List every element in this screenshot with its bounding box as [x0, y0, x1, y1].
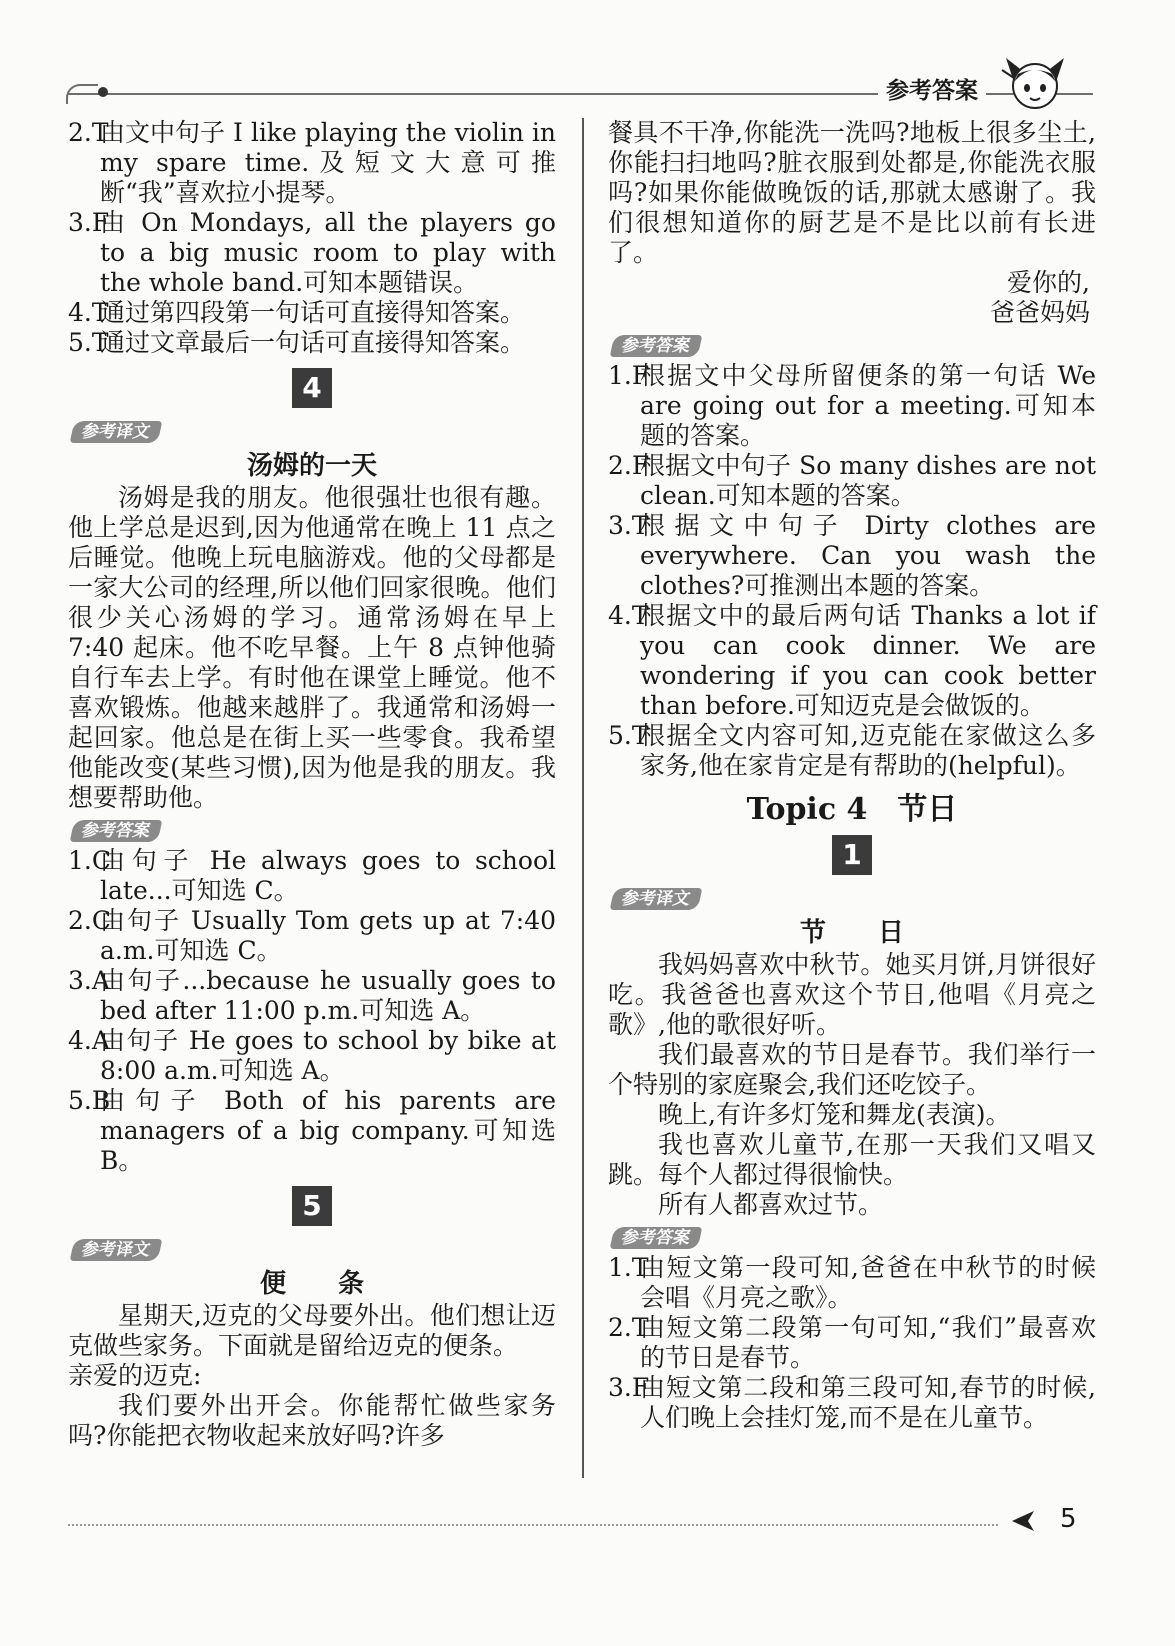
section-number-4: 4 [292, 368, 332, 408]
passage-paragraph: 所有人都喜欢过节。 [658, 1190, 884, 1219]
column-divider [582, 118, 584, 1478]
section-number-1: 1 [832, 835, 872, 875]
passage-paragraph: 我们最喜欢的节日是春节。我们举行一个特别的家庭聚会,我们还吃饺子。 [608, 1040, 1096, 1099]
answer-badge: 参考答案 [610, 335, 703, 357]
passage-title: 便 条 [259, 1269, 364, 1299]
answer-item: 3.T 根据文中句子 Dirty clothes are everywhere. Can you wash the clothes?可推测出本题的答案。 [608, 511, 1096, 600]
answer-item: 3.F 由 On Mondays, all the players go to a big music room to play with the whole band.可知本题错误。 [68, 208, 556, 297]
mascot-icon [1000, 52, 1070, 114]
passage-title: 节 日 [799, 918, 904, 948]
answer-item: 1.F 根据文中父母所留便条的第一句话 We are going out for a meeting.可知本题的答案。 [608, 361, 1096, 450]
answer-item: 2.F 根据文中句子 So many dishes are not clean.可知本题的答案。 [608, 451, 1096, 510]
answer-item: 5.T 根据全文内容可知,迈克能在家做这么多家务,他在家肯定是有帮助的(helpful)。 [608, 721, 1096, 780]
header-dot [98, 87, 108, 97]
section-number-5: 5 [292, 1186, 332, 1226]
passage-paragraph: 我妈妈喜欢中秋节。她买月饼,月饼很好吃。我爸爸也喜欢这个节日,他唱《月亮之歌》,他的歌很好听。 [608, 950, 1096, 1039]
note-salutation: 亲爱的迈克: [68, 1361, 202, 1390]
note-body-continued: 餐具不干净,你能洗一洗吗?地板上很多尘土,你能扫扫地吗?脏衣服到处都是,你能洗衣服吗?如果你能做晚饭的话,那就太感谢了。我们很想知道你的厨艺是不是比以前有长进了。 [608, 118, 1096, 267]
answer-badge: 参考答案 [610, 1227, 703, 1249]
arrow-left-icon [1010, 1509, 1036, 1533]
answer-item: 2.C 由句子 Usually Tom gets up at 7:40 a.m.可知选 C。 [68, 906, 556, 965]
topic-heading: Topic 4 节日 [746, 792, 958, 827]
left-column [68, 118, 556, 1451]
answer-list [68, 846, 556, 1176]
footer-rule [68, 1524, 998, 1526]
answer-item: 5.B 由句子 Both of his parents are managers of a big company.可知选 B。 [68, 1086, 556, 1175]
passage-title: 汤姆的一天 [246, 451, 377, 481]
right-column [608, 118, 1096, 1433]
translation-badge: 参考译文 [610, 888, 703, 910]
passage-paragraph: 我也喜欢儿童节,在那一天我们又唱又跳。每个人都过得很愉快。 [608, 1130, 1096, 1189]
answer-item: 3.F 由短文第二段和第三段可知,春节的时候,人们晚上会挂灯笼,而不是在儿童节。 [608, 1373, 1096, 1432]
answer-item: 4.T 通过第四段第一句话可直接得知答案。 [68, 298, 526, 327]
header-title: 参考答案 [878, 72, 986, 105]
note-signoff: 爱你的, [1007, 268, 1090, 297]
answer-item: 2.T 由短文第二段第一句可知,“我们”最喜欢的节日是春节。 [608, 1313, 1096, 1372]
answer-item: 4.T 根据文中的最后两句话 Thanks a lot if you can cook dinner. We are wondering if you can cook better than before.可知迈克是会做饭的。 [608, 601, 1096, 720]
note-signature: 爸爸妈妈 [989, 298, 1090, 327]
answer-item: 1.T 由短文第一段可知,爸爸在中秋节的时候会唱《月亮之歌》。 [608, 1253, 1096, 1312]
translation-badge: 参考译文 [70, 1239, 163, 1261]
answer-item: 3.A 由句子...because he usually goes to bed after 11:00 p.m.可知选 A。 [68, 966, 556, 1025]
answer-badge: 参考答案 [70, 820, 163, 842]
page-number: 5 [1060, 1504, 1077, 1534]
translation-badge: 参考译文 [70, 421, 163, 443]
answer-list [608, 361, 1096, 781]
prev-answers [68, 118, 556, 358]
passage-paragraph: 晚上,有许多灯笼和舞龙(表演)。 [658, 1100, 1011, 1129]
note-body: 我们要外出开会。你能帮忙做些家务吗?你能把衣物收起来放好吗?许多 [68, 1391, 556, 1450]
answer-item: 5.T 通过文章最后一句话可直接得知答案。 [68, 328, 526, 357]
passage-text: 汤姆是我的朋友。他很强壮也很有趣。他上学总是迟到,因为他通常在晚上 11 点之后睡觉。他晚上玩电脑游戏。他的父母都是一家大公司的经理,所以他们回家很晚。他们很少关心汤姆的学习。通常汤姆在早上 7:40 起床。他不吃早餐。上午 8 点钟他骑自行车去上学。有时他在课堂上睡觉。他不喜欢锻炼。他越来越胖了。我通常和汤姆一起回家。他总是在街上买一些零食。我希望他能改变(某些习惯),因为他是我的朋友。我想要帮助他。 [68, 483, 556, 812]
answer-item: 1.C 由句子 He always goes to school late...可知选 C。 [68, 846, 556, 905]
answer-list [608, 1253, 1096, 1433]
answer-item: 2.T 由文中句子 I like playing the violin in my spare time.及短文大意可推断“我”喜欢拉小提琴。 [68, 118, 556, 207]
passage-intro: 星期天,迈克的父母要外出。他们想让迈克做些家务。下面就是留给迈克的便条。 [68, 1301, 556, 1360]
answer-item: 4.A 由句子 He goes to school by bike at 8:00 a.m.可知选 A。 [68, 1026, 556, 1085]
